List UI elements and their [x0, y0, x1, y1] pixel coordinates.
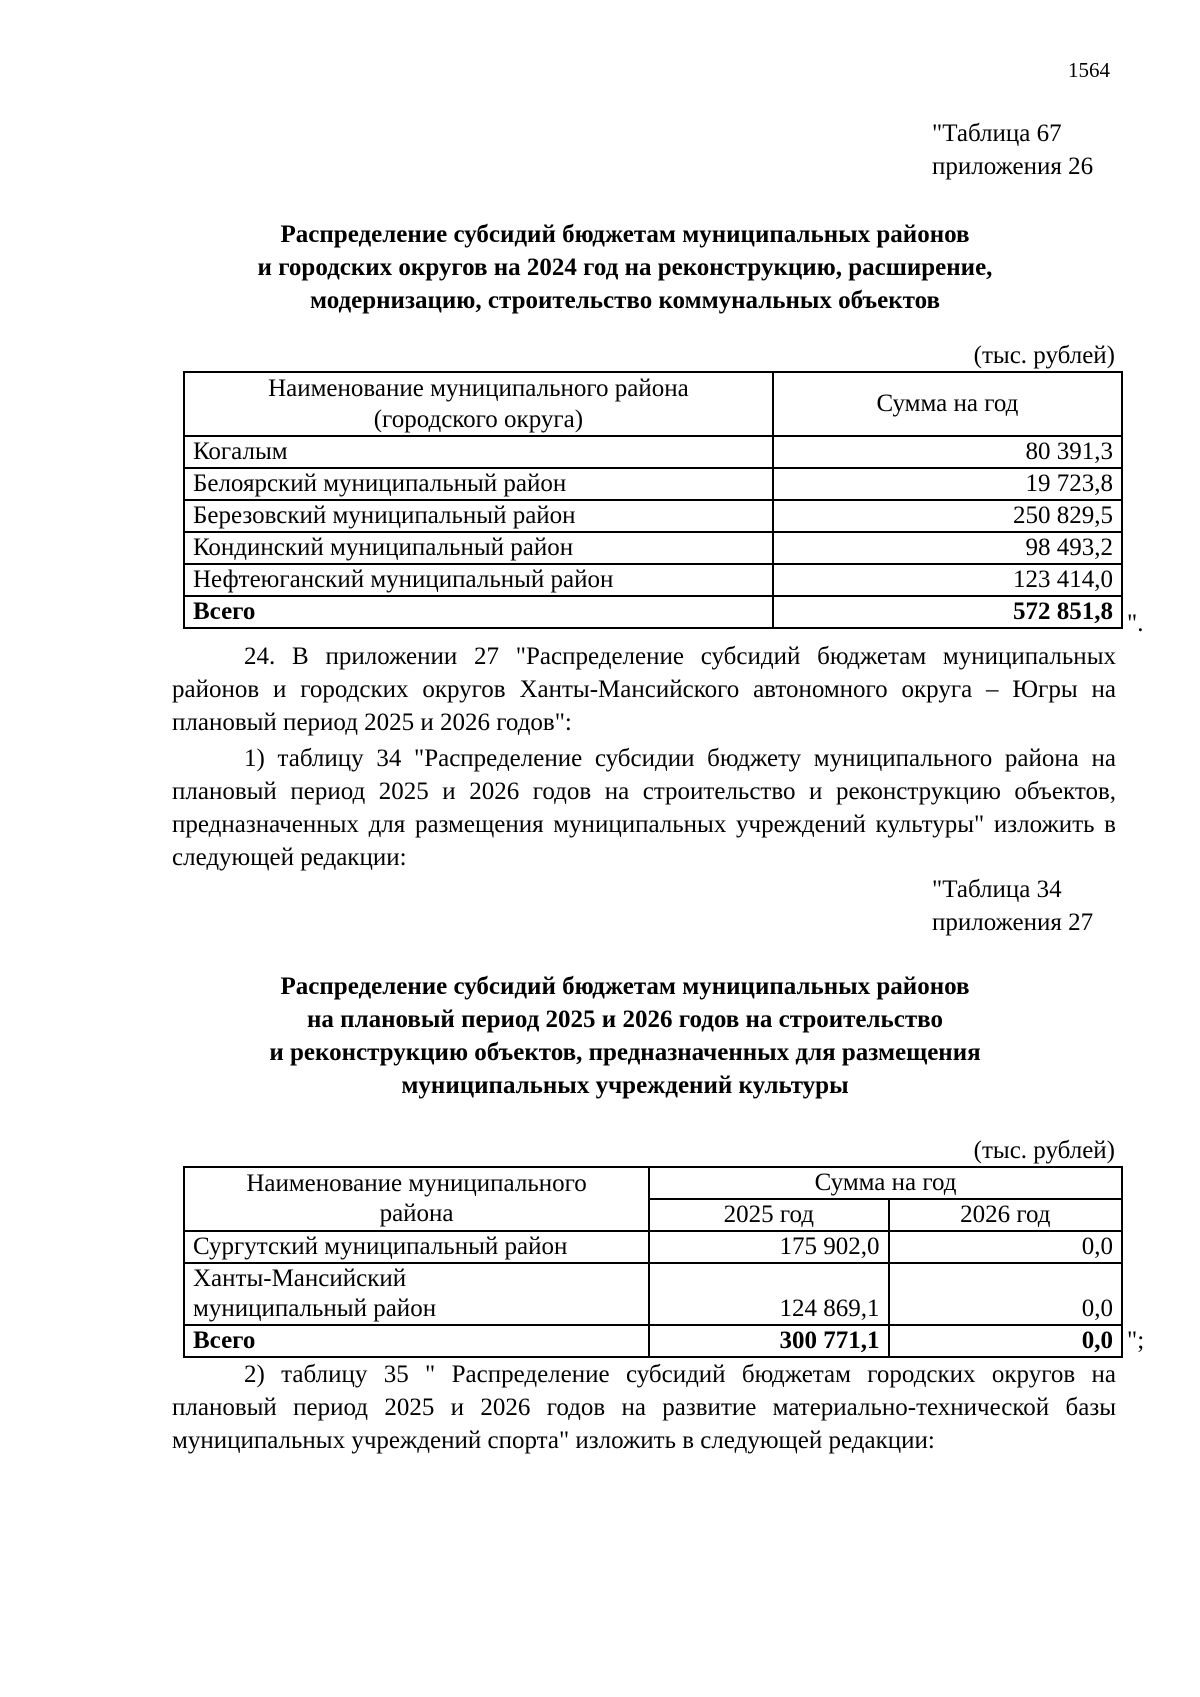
table-header-row — [184, 372, 1122, 436]
header-year-2026: 2026 год — [889, 1199, 1122, 1231]
heading-line: и городских округов на 2024 год на реконструкцию, расширение, — [257, 254, 993, 281]
row-value: 19 723,8 — [773, 468, 1122, 500]
row-value: 123 414,0 — [773, 564, 1122, 596]
heading-line: и реконструкцию объектов, предназначенных для размещения — [269, 1039, 981, 1066]
table-ref-line: "Таблица 34 — [932, 876, 1062, 903]
row-name: Нефтеюганский муниципальный район — [184, 564, 773, 596]
heading-table-67 — [170, 218, 1080, 317]
table-total-row — [184, 1325, 1122, 1357]
table-row — [184, 1263, 1122, 1325]
table-34 — [183, 1166, 1123, 1358]
heading-line: муниципальных учреждений культуры — [401, 1072, 849, 1099]
table-row — [184, 436, 1122, 468]
total-value: 572 851,8 — [773, 596, 1122, 628]
header-name-cell — [184, 372, 773, 436]
table-row — [184, 532, 1122, 564]
row-value-2026: 0,0 — [889, 1263, 1122, 1325]
closing-quote-mark: ". — [1127, 610, 1144, 637]
table-ref-line: приложения 27 — [932, 909, 1094, 936]
paragraph-24-item-1: 1) таблицу 34 "Распределение субсидии бюджету муниципального района на плановый период 2025 и 2026 годов на строительство и реконструкцию объектов, предназначенных для размещения муниципальных учреждений культуры" изложить в следующей редакции: — [172, 745, 1116, 871]
row-name: Когалым — [184, 436, 773, 468]
row-name-line: Ханты-Мансийский — [193, 1265, 407, 1292]
closing-quote-mark: "; — [1127, 1327, 1145, 1354]
row-name: Сургутский муниципальный район — [184, 1231, 649, 1263]
row-value: 98 493,2 — [773, 532, 1122, 564]
header-sum-cell: Сумма на год — [649, 1167, 1122, 1199]
paragraph-24-item-2: 2) таблицу 35 " Распределение субсидий бюджетам городских округов на плановый период 2025 и 2026 годов на развитие материально-технической базы муниципальных учреждений спорта" изложить в следующей редакции: — [172, 1361, 1116, 1454]
row-value: 80 391,3 — [773, 436, 1122, 468]
table-header-row — [184, 1167, 1122, 1199]
row-name: Белоярский муниципальный район — [184, 468, 773, 500]
row-name: Кондинский муниципальный район — [184, 532, 773, 564]
header-year-2025: 2025 год — [649, 1199, 888, 1231]
table-row — [184, 500, 1122, 532]
paragraph-24: 24. В приложении 27 "Распределение субсидий бюджетам муниципальных районов и городских округов Ханты-Мансийского автономного округа – Югры на плановый период 2025 и 2026 годов": — [172, 643, 1116, 736]
heading-line: на плановый период 2025 и 2026 годов на строительство — [307, 1006, 943, 1033]
row-name — [184, 1263, 649, 1325]
table-row — [184, 468, 1122, 500]
heading-line: Распределение субсидий бюджетам муниципальных районов — [280, 973, 970, 1000]
table-67 — [183, 371, 1123, 629]
header-line: Наименование муниципального — [246, 1170, 587, 1197]
total-value-2025: 300 771,1 — [649, 1325, 888, 1357]
row-value: 250 829,5 — [773, 500, 1122, 532]
table-row — [184, 1231, 1122, 1263]
page-number: 1564 — [1068, 58, 1110, 82]
header-name-cell — [184, 1167, 649, 1231]
row-value-2025: 124 869,1 — [649, 1263, 888, 1325]
unit-label: (тыс. рублей) — [973, 1137, 1115, 1164]
row-value-2025: 175 902,0 — [649, 1231, 888, 1263]
total-label: Всего — [184, 1325, 649, 1357]
heading-line: модернизацию, строительство коммунальных объектов — [310, 287, 940, 314]
table-ref-line: "Таблица 67 — [932, 120, 1062, 147]
row-name-line: муниципальный район — [193, 1295, 437, 1322]
table-total-row — [184, 596, 1122, 628]
table-67-reference — [932, 117, 1093, 183]
unit-label: (тыс. рублей) — [973, 342, 1115, 369]
total-label: Всего — [184, 596, 773, 628]
heading-line: Распределение субсидий бюджетам муниципальных районов — [280, 221, 970, 248]
header-line: района — [379, 1200, 454, 1227]
row-name: Березовский муниципальный район — [184, 500, 773, 532]
header-line: Наименование муниципального района — [268, 375, 689, 402]
heading-table-34 — [170, 970, 1080, 1102]
table-row — [184, 564, 1122, 596]
header-sum-cell: Сумма на год — [773, 372, 1122, 436]
row-value-2026: 0,0 — [889, 1231, 1122, 1263]
table-34-reference — [932, 873, 1093, 939]
header-line: (городского округа) — [373, 406, 584, 433]
total-value-2026: 0,0 — [889, 1325, 1122, 1357]
table-ref-line: приложения 26 — [932, 153, 1094, 180]
